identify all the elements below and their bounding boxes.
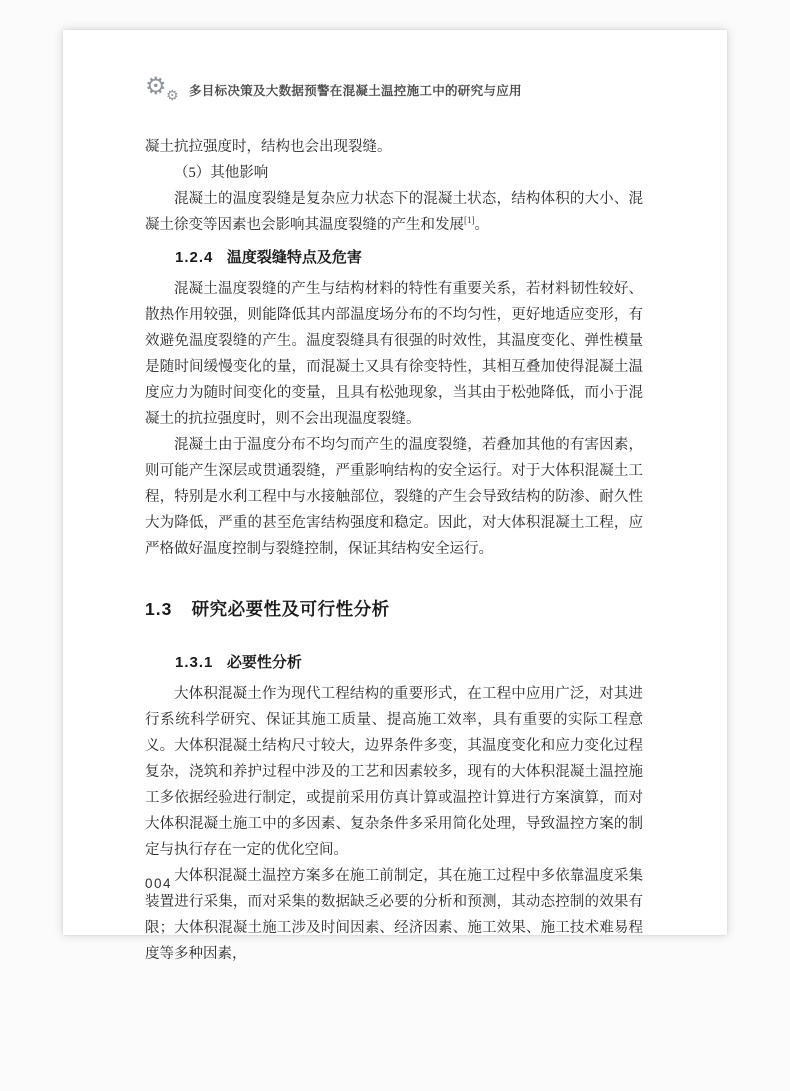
paragraph: （5）其他影响 bbox=[174, 165, 269, 181]
footnote-reference: [1] bbox=[464, 215, 475, 225]
paragraph: 凝土抗拉强度时，结构也会出现裂缝。 bbox=[145, 139, 392, 155]
page-number: 004 bbox=[145, 876, 173, 891]
paragraph-text: 混凝土的温度裂缝是复杂应力状态下的混凝土状态，结构体积的大小、混凝土徐变等因素也会影响其温度裂缝的产生和发展 bbox=[145, 191, 643, 233]
heading-1-3 bbox=[145, 596, 643, 622]
running-head-title: 多目标决策及大数据预警在混凝土温控施工中的研究与应用 bbox=[189, 84, 522, 98]
paragraph: 混凝土温度裂缝的产生与结构材料的特性有重要关系，若材料韧性较好、散热作用较强，则能降低其内部温度场分布的不均匀性，更好地适应变形，有效避免温度裂缝的产生。温度裂缝具有很强的时效性，其温度变化、弹性模量是随时间缓慢变化的量，而混凝土又具有徐变特性，其相互叠加使得混凝土温度应力为随时间变化的变量，且具有松弛现象，当其由于松弛降低，而小于混凝土的抗拉强度时，则不会出现温度裂缝。 bbox=[145, 281, 643, 427]
heading-number: 1.3.1 bbox=[175, 654, 214, 671]
paragraph: 混凝土由于温度分布不均匀而产生的温度裂缝，若叠加其他的有害因素，则可能产生深层或贯通裂缝，严重影响结构的安全运行。对于大体积混凝土工程，特别是水利工程中与水接触部位，裂缝的产生会导致结构的防渗、耐久性大为降低，严重的甚至危害结构强度和稳定。因此，对大体积混凝土工程，应严格做好温度控制与裂缝控制，保证其结构安全运行。 bbox=[145, 437, 643, 557]
gear-icon: ⚙ bbox=[166, 88, 179, 104]
heading-1-3-1 bbox=[145, 650, 643, 676]
book-page bbox=[63, 30, 727, 962]
paragraph-text: 。 bbox=[474, 217, 489, 233]
gear-icon: ⚙ bbox=[145, 72, 167, 100]
heading-title: 温度裂缝特点及危害 bbox=[226, 249, 362, 266]
paragraph: 大体积混凝土温控方案多在施工前制定，其在施工过程中多依靠温度采集装置进行采集，而对采集的数据缺乏必要的分析和预测，其动态控制的效果有限；大体积混凝土施工涉及时间因素、经济因素、施工效果、施工技术难易程度等多种因素， bbox=[145, 868, 643, 962]
heading-number: 1.2.4 bbox=[175, 249, 214, 266]
heading-1-2-4 bbox=[145, 245, 643, 271]
page-content-area bbox=[63, 30, 727, 967]
heading-number: 1.3 bbox=[145, 599, 173, 619]
paragraph: 大体积混凝土作为现代工程结构的重要形式，在工程中应用广泛，对其进行系统科学研究、保证其施工质量、提高施工效率，具有重要的实际工程意义。大体积混凝土结构尺寸较大，边界条件多变，其温度变化和应力变化过程复杂，浇筑和养护过程中涉及的工艺和因素较多，现有的大体积混凝土温控施工多依据经验进行制定，或提前采用仿真计算或温控计算进行方案演算，而对大体积混凝土施工中的多因素、复杂条件多采用简化处理，导致温控方案的制定与执行存在一定的优化空间。 bbox=[145, 686, 643, 858]
paragraph-with-footnote-ref bbox=[145, 186, 643, 238]
heading-title: 必要性分析 bbox=[226, 654, 302, 671]
gears-icon bbox=[145, 74, 189, 108]
page-header bbox=[145, 74, 643, 108]
heading-title: 研究必要性及可行性分析 bbox=[191, 599, 390, 619]
page-body bbox=[145, 134, 643, 967]
